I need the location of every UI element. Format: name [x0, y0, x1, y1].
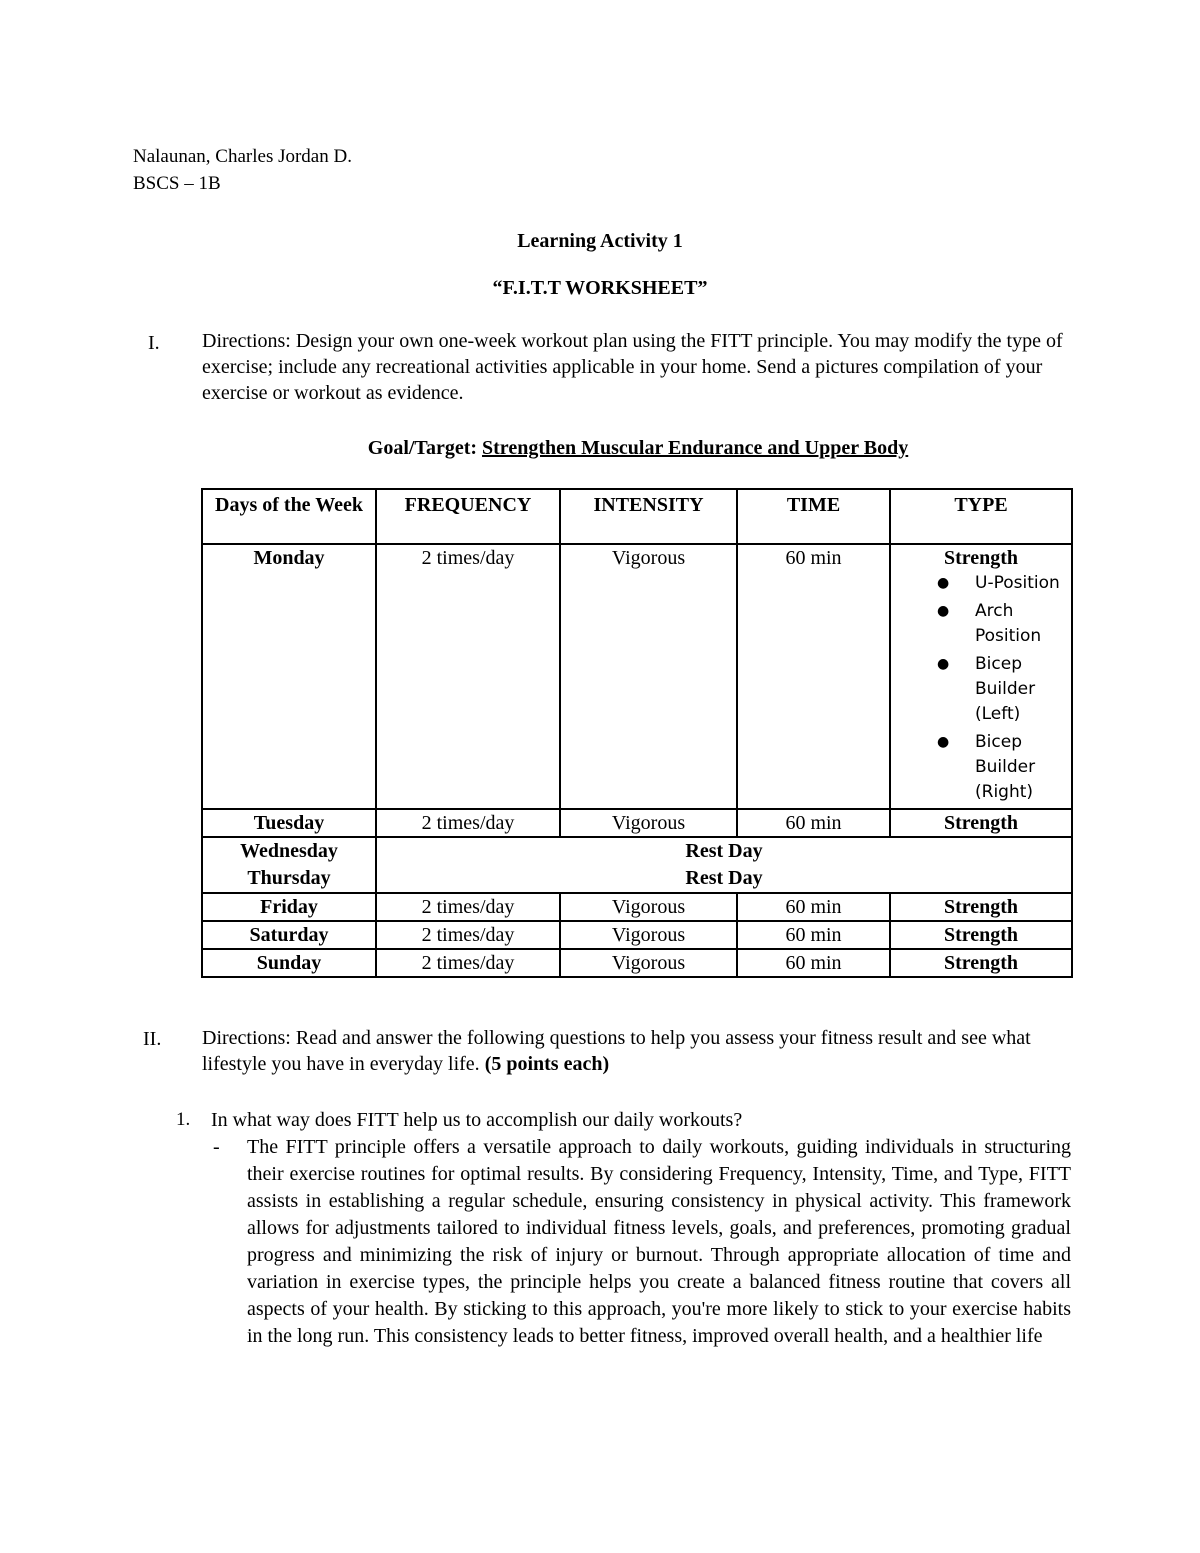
part2-numeral: II. — [143, 1028, 162, 1050]
bullet-icon: ● — [937, 656, 950, 672]
exercise-name: Bicep Builder (Right) — [975, 732, 1036, 802]
time-cell: 60 min — [737, 809, 890, 837]
activity-title: Learning Activity 1 — [517, 230, 683, 252]
table-row-sunday — [202, 949, 1072, 977]
table-row-tuesday — [202, 809, 1072, 837]
frequency-cell: 2 times/day — [376, 544, 560, 809]
type-label: Strength — [943, 547, 1019, 569]
student-section: BSCS – 1B — [133, 173, 221, 194]
list-item — [895, 599, 1067, 649]
answer-text: The FITT principle offers a versatile approach to daily workouts, guiding individuals in structuring their exercise routines for optimal results. By considering Frequency, Intensity, Time, and Type, FITT assists in establishing a regular schedule, ensuring consistency in physical activity. This framework allows for adjustments tailored to individual fitness levels, goals, and preferences, promoting gradual progress and minimizing the risk of injury or burnout. Through appropriate allocation of time and variation in exercise types, the principle helps you create a balanced fitness routine that covers all aspects of your health. By sticking to this approach, you're more likely to stick to your exercise habits in the long run. This consistency leads to better fitness, improved overall health, and a healthier life — [247, 1136, 1071, 1347]
day-cell: Tuesday — [202, 809, 376, 837]
intensity-cell: Vigorous — [560, 809, 737, 837]
worksheet-title: “F.I.T.T WORKSHEET” — [492, 277, 708, 299]
time-cell: 60 min — [737, 893, 890, 921]
intensity-cell: Vigorous — [560, 544, 737, 809]
day-cell: Friday — [202, 893, 376, 921]
type-cell: Strength — [890, 949, 1072, 977]
type-cell: Strength — [890, 893, 1072, 921]
type-cell — [890, 544, 1072, 809]
question-number: 1. — [176, 1109, 191, 1130]
goal-target — [0, 437, 1200, 460]
type-cell: Strength — [890, 921, 1072, 949]
table-row-friday — [202, 893, 1072, 921]
goal-value: Strengthen Muscular Endurance and Upper Body — [482, 437, 909, 459]
intensity-cell: Vigorous — [560, 921, 737, 949]
question-text: In what way does FITT help us to accomplish our daily workouts? — [211, 1109, 743, 1131]
bullet-icon: ● — [937, 603, 950, 619]
intensity-cell: Vigorous — [560, 949, 737, 977]
list-item — [895, 730, 1067, 805]
rest-day-cell: Rest Day — [376, 837, 1072, 865]
day-cell: Thursday — [202, 865, 376, 893]
exercise-name: U-Position — [975, 573, 1060, 593]
bullet-icon: ● — [937, 575, 950, 591]
frequency-cell: 2 times/day — [376, 809, 560, 837]
header-time: TIME — [737, 489, 890, 544]
header-intensity: INTENSITY — [560, 489, 737, 544]
table-header-row — [202, 489, 1072, 544]
header-days: Days of the Week — [202, 489, 376, 544]
day-cell: Sunday — [202, 949, 376, 977]
frequency-cell: 2 times/day — [376, 921, 560, 949]
bullet-icon: ● — [937, 734, 950, 750]
day-cell: Saturday — [202, 921, 376, 949]
part2-directions-text: Directions: Read and answer the following questions to help you assess your fitness result and see what lifestyle you have in everyday life. — [202, 1027, 1031, 1075]
time-cell: 60 min — [737, 949, 890, 977]
student-name: Nalaunan, Charles Jordan D. — [133, 146, 352, 167]
exercise-list — [895, 571, 1067, 805]
goal-label: Goal/Target: — [367, 437, 478, 459]
rest-day-cell: Rest Day — [376, 865, 1072, 893]
fitt-table — [201, 488, 1073, 978]
list-item — [895, 652, 1067, 727]
day-cell: Wednesday — [202, 837, 376, 865]
table-row-monday — [202, 544, 1072, 809]
table-row-wednesday — [202, 837, 1072, 865]
part1-directions: Directions: Design your own one-week workout plan using the FITT principle. You may modify the type of exercise; include any recreational activities applicable in your home. Send a pictures compilation of your exercise or workout as evidence. — [202, 330, 1063, 404]
answer-dash: - — [213, 1136, 220, 1158]
time-cell: 60 min — [737, 544, 890, 809]
header-frequency: FREQUENCY — [376, 489, 560, 544]
exercise-name: Bicep Builder (Left) — [975, 654, 1036, 724]
list-item — [895, 571, 1067, 596]
intensity-cell: Vigorous — [560, 893, 737, 921]
part2-directions — [202, 1025, 1082, 1077]
part1-numeral: I. — [148, 332, 160, 354]
time-cell: 60 min — [737, 921, 890, 949]
frequency-cell: 2 times/day — [376, 893, 560, 921]
header-type: TYPE — [890, 489, 1072, 544]
day-cell: Monday — [202, 544, 376, 809]
table-row-saturday — [202, 921, 1072, 949]
points-note: (5 points each) — [484, 1053, 610, 1075]
exercise-name: Arch Position — [975, 601, 1042, 646]
table-row-thursday — [202, 865, 1072, 893]
frequency-cell: 2 times/day — [376, 949, 560, 977]
type-cell: Strength — [890, 809, 1072, 837]
